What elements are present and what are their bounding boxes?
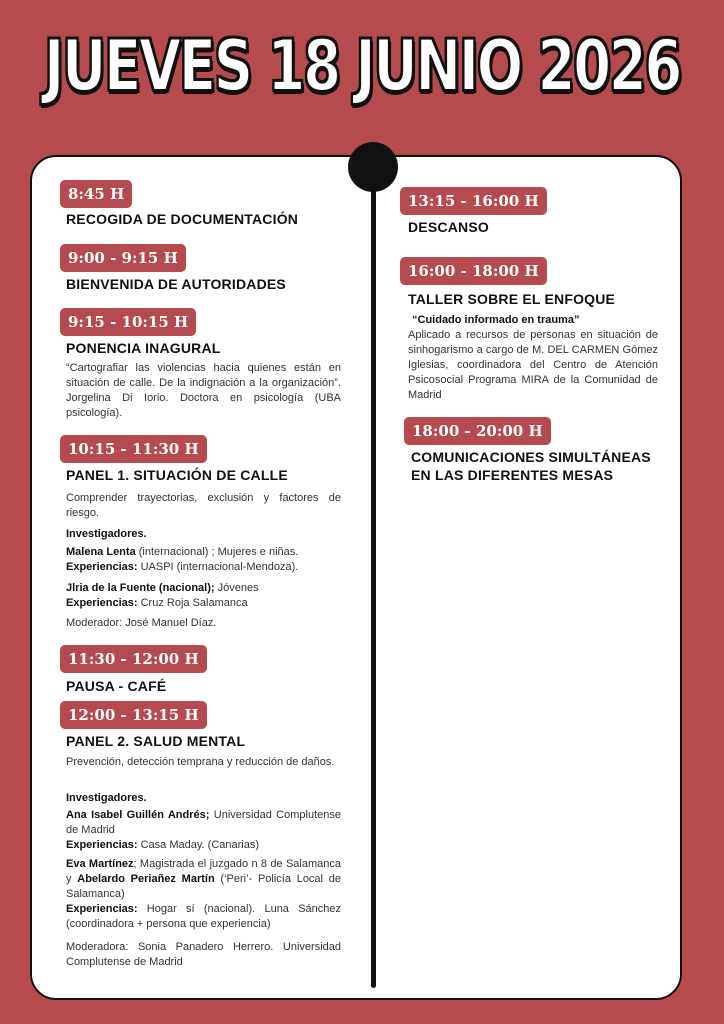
session-subtitle: “Cuidado informado en trauma” — [412, 314, 580, 326]
session-description: “Cartografiar las violencias hacia quienes están en situación de calle. De la indignación a la organización”. Jorgelina Di Iorio. Doctora en psicología (UBA psicología). — [66, 362, 341, 419]
timeline-divider — [371, 180, 376, 988]
experiences-label: Experiencias: — [66, 839, 138, 851]
time-badge: 9:00 - 9:15 H — [60, 244, 186, 272]
experience-detail: UASPI (internacional-Mendoza). — [137, 561, 299, 573]
participant-entry — [66, 545, 341, 575]
session-description: Prevención, detección temprana y reducción de daños. — [66, 756, 335, 768]
moderator: Moderador: José Manuel Díaz. — [66, 617, 217, 629]
page-title: JUEVES 18 JUNIO 2026 — [43, 25, 681, 107]
participant-name: Ana Isabel Guillén Andrés; — [66, 809, 210, 821]
session-heading: RECOGIDA DE DOCUMENTACIÓN — [66, 211, 299, 227]
time-badge: 10:15 - 11:30 H — [60, 435, 207, 463]
time-badge: 13:15 - 16:00 H — [400, 187, 547, 215]
participant-name: Malena Lenta — [66, 546, 136, 558]
time-badge: 12:00 - 13:15 H — [60, 701, 207, 729]
participant-name: Abelardo Periañez Martín — [77, 873, 215, 885]
experiences-label: Experiencias: — [66, 903, 138, 915]
experience-detail: Casa Maday. (Canarias) — [137, 839, 259, 851]
session-heading: DESCANSO — [408, 219, 489, 235]
participant-detail: ; Magistrada el juzgado n 8 de Salamanca y — [66, 858, 341, 885]
participant-entry — [66, 808, 341, 853]
experience-detail: Hogar sí (nacional). Luna Sánchez (coordinadora + persona que experiencia) — [66, 903, 341, 930]
session-heading: BIENVENIDA DE AUTORIDADES — [66, 276, 286, 292]
session-heading: PANEL 1. SITUACIÓN DE CALLE — [66, 467, 288, 483]
time-badge: 18:00 - 20:00 H — [404, 417, 551, 445]
session-description: Comprender trayectorias, exclusión y factores de riesgo. — [66, 492, 341, 519]
session-heading: PANEL 2. SALUD MENTAL — [66, 733, 246, 749]
session-heading: PONENCIA INAGURAL — [66, 340, 221, 356]
session-heading: TALLER SOBRE EL ENFOQUE — [408, 291, 616, 307]
investigators-label: Investigadores. — [66, 792, 147, 804]
experiences-label: Experiencias: — [66, 597, 138, 609]
participant-detail: (‘Peri’- Policía Local de Salamanca) — [66, 873, 341, 900]
session-heading: PAUSA - CAFÉ — [66, 678, 167, 694]
time-badge: 9:15 - 10:15 H — [60, 308, 196, 336]
participant-entry — [66, 581, 341, 611]
participant-detail: Jóvenes — [214, 582, 259, 594]
participant-name: Jlria de la Fuente (nacional); — [66, 582, 215, 594]
time-badge: 8:45 H — [60, 180, 132, 208]
time-badge: 11:30 - 12:00 H — [60, 645, 207, 673]
investigators-label: Investigadores. — [66, 528, 147, 540]
participant-name: Eva Martínez — [66, 858, 134, 870]
experiences-label: Experiencias: — [66, 561, 138, 573]
experience-detail: Cruz Roja Salamanca — [137, 597, 248, 609]
participant-detail: Universidad Complutense de Madrid — [66, 809, 341, 836]
participant-entry — [66, 857, 341, 932]
time-badge: 16:00 - 18:00 H — [400, 257, 547, 285]
moderator: Moderadora: Sonia Panadero Herrero. Universidad Complutense de Madrid — [66, 941, 341, 968]
session-description: Aplicado a recursos de personas en situación de sinhogarismo a cargo de M. DEL CARMEN Gómez Iglesias, coordinadora del Centro de Atención Psicosocial Programa MIRA de la Comunidad de Madrid — [408, 329, 658, 401]
session-heading: COMUNICACIONES SIMULTÁNEAS EN LAS DIFERENTES MESAS — [411, 449, 651, 483]
participant-detail: (internacional) ; Mujeres e niñas. — [135, 546, 299, 558]
